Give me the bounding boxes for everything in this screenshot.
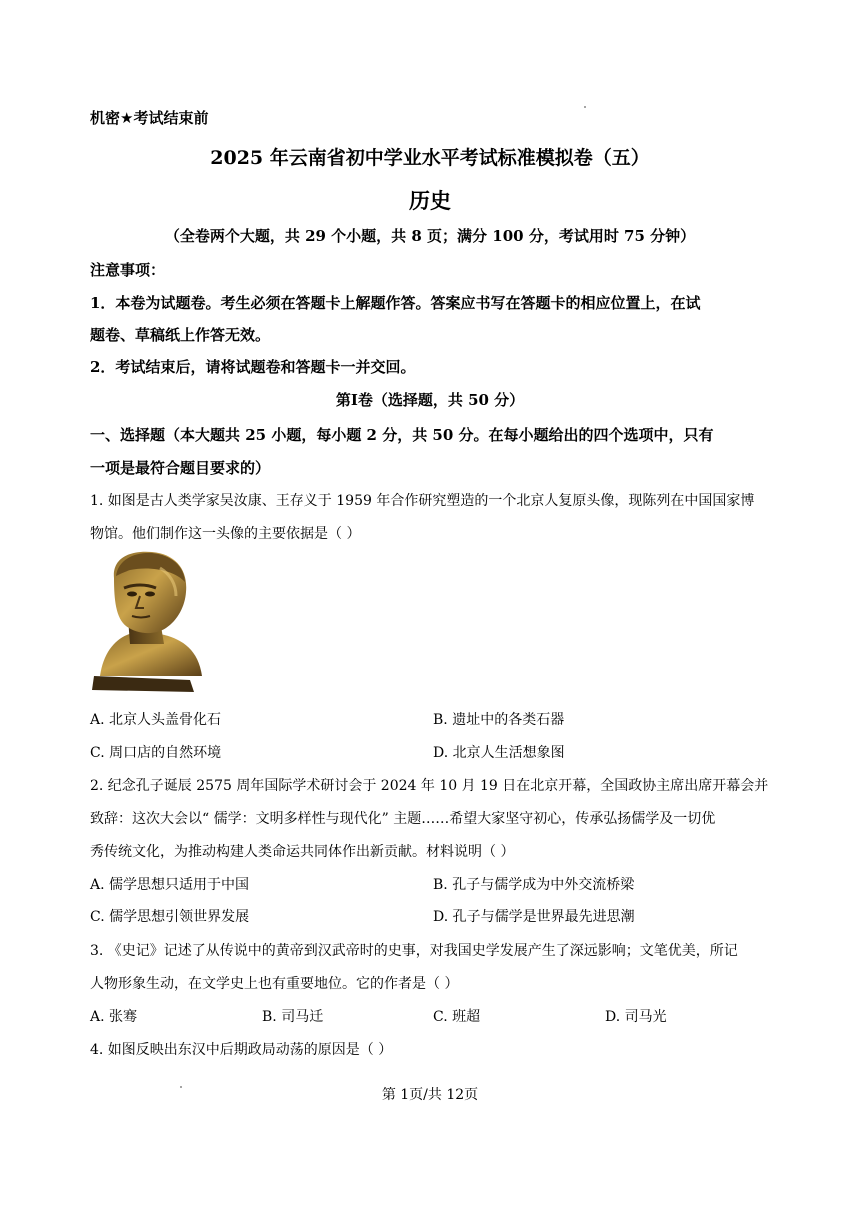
part-title: 第Ⅰ卷（选择题，共 50 分） xyxy=(335,391,525,409)
question-1-text-cont: 物馆。他们制作这一头像的主要依据是（ ） xyxy=(90,526,361,542)
confidential-label: 机密★考试结束前 xyxy=(90,109,209,127)
question-3-text: 3. 《史记》记述了从传说中的黄帝到汉武帝时的史事，对我国史学发展产生了深远影响；文笔优美，所记 xyxy=(90,943,738,959)
q3-option-c: C. 班超 xyxy=(433,1009,481,1025)
subject-title: 历史 xyxy=(409,188,451,213)
q1-option-b: B. 遗址中的各类石器 xyxy=(433,712,565,728)
exam-info: （全卷两个大题，共 29 个小题，共 8 页；满分 100 分，考试用时 75 分钟） xyxy=(164,227,696,245)
peking-man-bust-image xyxy=(90,548,208,694)
section-heading: 一、选择题（本大题共 25 小题，每小题 2 分，共 50 分。在每小题给出的四个选项中，只有 xyxy=(90,426,714,444)
q3-option-a: A. 张骞 xyxy=(90,1009,138,1025)
q3-option-b: B. 司马迁 xyxy=(262,1009,324,1025)
exam-title: 2025 年云南省初中学业水平考试标准模拟卷（五） xyxy=(210,147,650,169)
q3-option-d: D. 司马光 xyxy=(605,1009,667,1025)
notice-item-1: 1．本卷为试题卷。考生必须在答题卡上解题作答。答案应书写在答题卡的相应位置上，在试 xyxy=(90,294,701,312)
q2-option-c: C. 儒学思想引领世界发展 xyxy=(90,909,250,925)
notice-item-1-cont: 题卷、草稿纸上作答无效。 xyxy=(90,326,271,344)
q2-option-a: A. 儒学思想只适用于中国 xyxy=(90,877,250,893)
q2-option-b: B. 孔子与儒学成为中外交流桥梁 xyxy=(433,877,635,893)
question-2-text-cont: 致辞：这次大会以“ 儒学：文明多样性与现代化” 主题……希望大家坚守初心，传承弘扬儒学及一切优 xyxy=(90,811,716,827)
question-3-text-cont: 人物形象生动，在文学史上也有重要地位。它的作者是（ ） xyxy=(90,976,459,992)
q1-option-c: C. 周口店的自然环境 xyxy=(90,745,222,761)
q2-option-d: D. 孔子与儒学是世界最先进思潮 xyxy=(433,909,635,925)
q1-option-d: D. 北京人生活想象图 xyxy=(433,745,565,761)
question-4-text: 4. 如图反映出东汉中后期政局动荡的原因是（ ） xyxy=(90,1042,393,1058)
page-number: 第 1页/共 12页 xyxy=(381,1087,479,1103)
question-2-text-cont-2: 秀传统文化，为推动构建人类命运共同体作出新贡献。材料说明（ ） xyxy=(90,844,515,860)
scan-speck xyxy=(584,106,586,108)
notice-item-2: 2．考试结束后，请将试题卷和答题卡一并交回。 xyxy=(90,358,416,376)
q1-option-a: A. 北京人头盖骨化石 xyxy=(90,712,222,728)
section-heading-cont: 一项是最符合题目要求的） xyxy=(90,459,271,477)
question-1-text: 1. 如图是古人类学家吴汝康、王存义于 1959 年合作研究塑造的一个北京人复原头像，现陈列在中国国家博 xyxy=(90,493,755,509)
notice-heading: 注意事项： xyxy=(90,261,166,279)
question-2-text: 2. 纪念孔子诞辰 2575 周年国际学术研讨会于 2024 年 10 月 19 日在北京开幕，全国政协主席出席开幕会并 xyxy=(90,778,769,794)
